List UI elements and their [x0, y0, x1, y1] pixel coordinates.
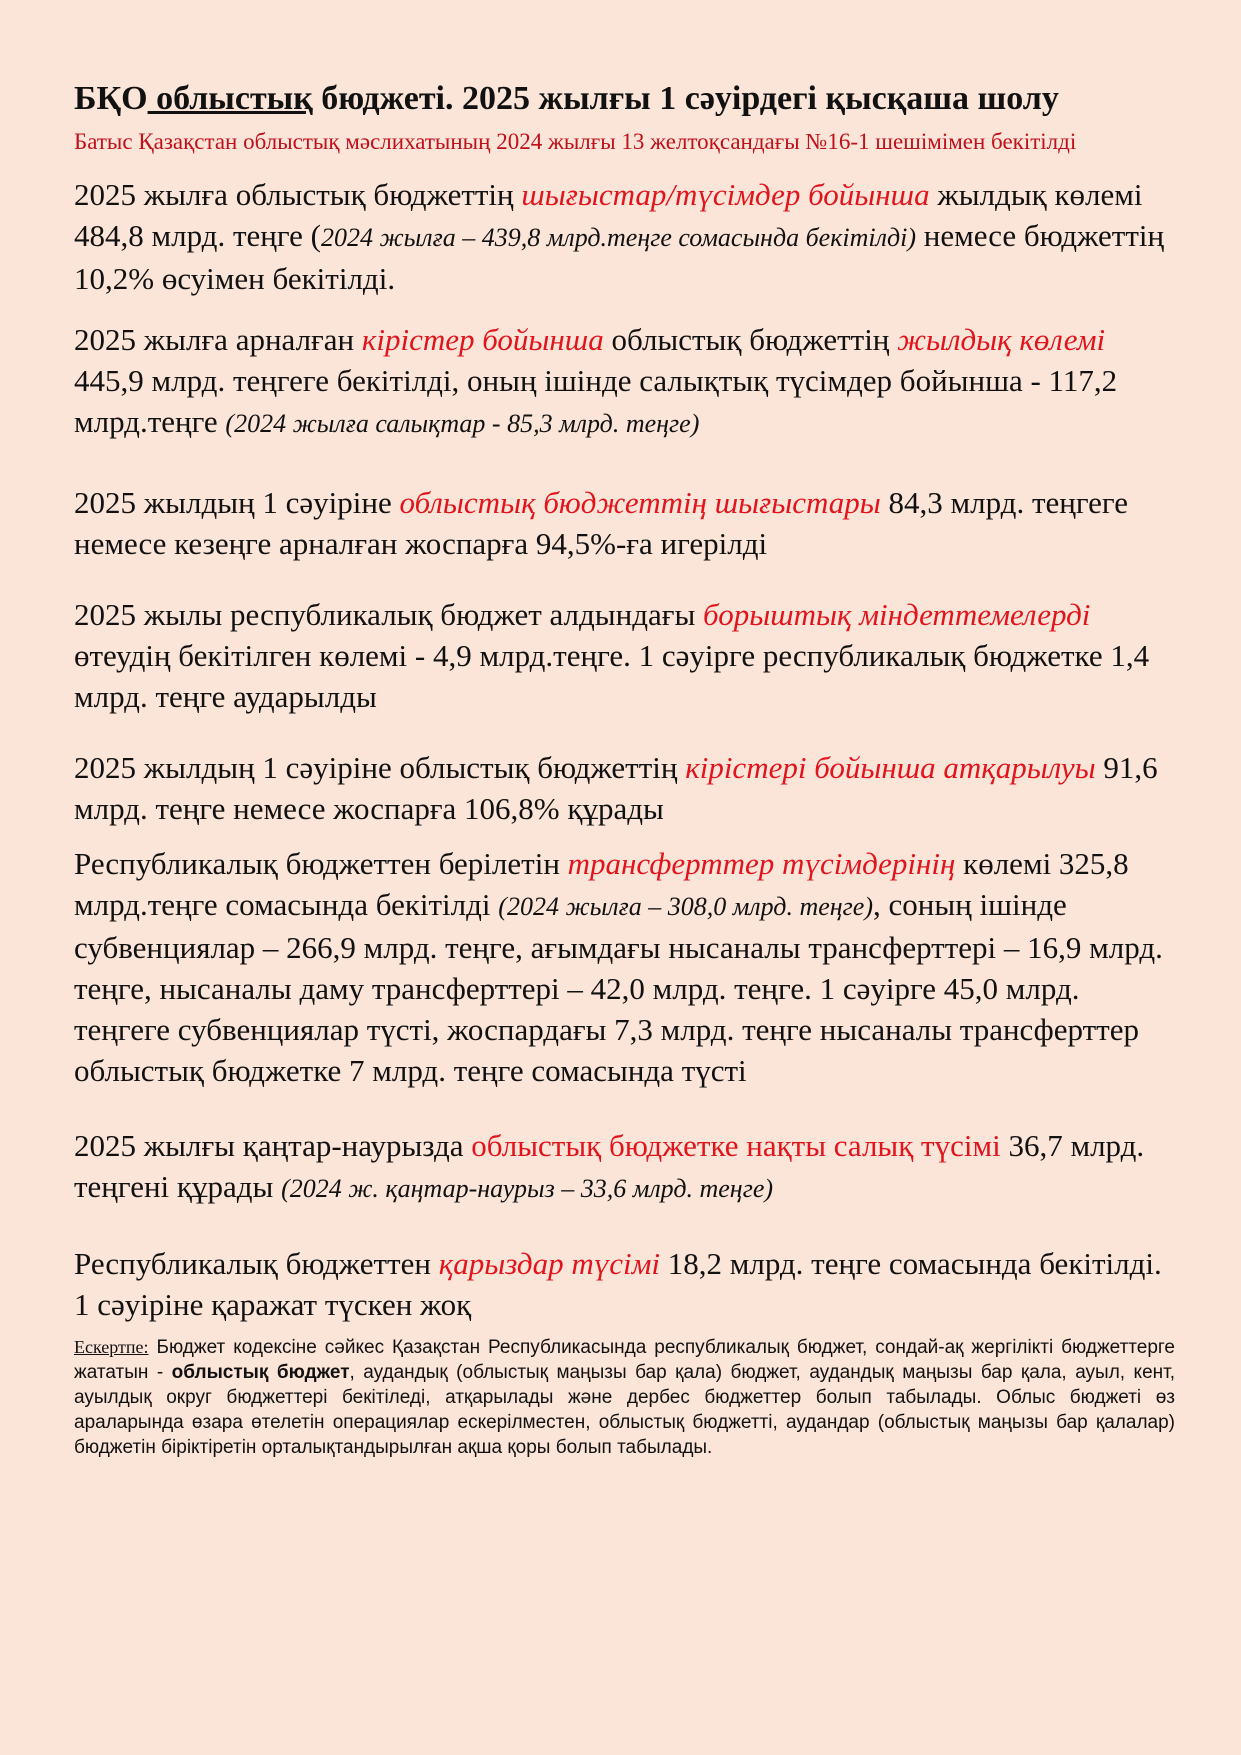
page-title: [74, 74, 1175, 124]
approval-subtitle: Батыс Қазақстан облыстық мәслихатының 2024 жылғы 13 желтоқсандағы №16-1 шешімімен бекітілді: [74, 129, 1077, 154]
highlight-expenditures: шығыстар/түсімдер бойынша: [521, 177, 930, 212]
paragraph-loans: Республикалық бюджеттен қарыздар түсімі 18,2 млрд. теңге сомасында бекітілді. 1 сәуіріне қаражат түскен жоқ: [74, 1246, 1162, 1322]
paragraph-transfers: Республикалық бюджеттен берілетін трансферттер түсімдерінің көлемі 325,8 млрд.теңге сомасында бекітілді (2024 жылға – 308,0 млрд. теңге), соның ішінде субвенциялар – 266,9 млрд. теңге, ағымдағы нысаналы трансферттері – 16,9 млрд. теңге, нысаналы даму трансферттері – 42,0 млрд. теңге. 1 сәуірге 45,0 млрд. теңгеге субвенциялар түсті, жоспардағы 7,3 млрд. теңге нысаналы трансферттер облыстық бюджетке 7 млрд. теңге сомасында түсті: [74, 846, 1163, 1088]
highlight-revenues: кірістер бойынша: [361, 322, 604, 357]
highlight-revenue-execution: кірістері бойынша атқарылуы: [685, 750, 1096, 785]
paragraph-expenditures-execution: 2025 жылдың 1 сәуіріне облыстық бюджеттің шығыстары 84,3 млрд. теңгеге немесе кезеңге арналған жоспарға 94,5%-ға игерілді: [74, 485, 1128, 561]
title-prefix: БҚО: [74, 80, 148, 117]
highlight-budget-expenditures: облыстық бюджеттің шығыстары: [399, 485, 881, 520]
footnote: Ескертпе: Бюджет кодексіне сәйкес Қазақстан Республикасында республикалық бюджет, сондай-ақ жергілікті бюджеттерге жататын - облыстық бюджет, аудандық (облыстық маңызы бар қала) бюджет, аудандық маңызы бар қала, ауыл, кент, ауылдық округ бюджеттері бекітіледі, атқарылады және дербес бюджеттер болып табылады. Облыс бюджеті өз араларында өзара өтелетін операциялар ескерілместен, облыстық бюджетті, аудандар (облыстық маңызы бар қалалар) бюджетін біріктіретін орталықтандырылған ақша қоры болып табылады.: [74, 1337, 1176, 1458]
paragraph-debt-obligations: 2025 жылы республикалық бюджет алдындағы борыштық міндеттемелерді өтеудің бекітілген көлемі - 4,9 млрд.теңге. 1 сәуірге республикалық бюджетке 1,4 млрд. теңге аударылды: [74, 597, 1150, 714]
highlight-loan-receipts: қарыздар түсімі: [438, 1246, 660, 1281]
paragraph-revenue-execution: 2025 жылдың 1 сәуіріне облыстық бюджеттің кірістері бойынша атқарылуы 91,6 млрд. теңге немесе жоспарға 106,8% құрады: [74, 750, 1158, 826]
footnote-label: Ескертпе:: [74, 1337, 149, 1357]
title-rest: бюджеті. 2025 жылғы 1 сәуірдегі қысқаша шолу: [312, 80, 1059, 117]
paragraph-tax-receipts: 2025 жылғы қаңтар-наурызда облыстық бюджетке нақты салық түсімі 36,7 млрд. теңгені құрады (2024 ж. қаңтар-наурыз – 33,6 млрд. теңге): [74, 1128, 1145, 1204]
highlight-tax-receipts: облыстық бюджетке нақты салық түсімі: [471, 1128, 1001, 1163]
highlight-transfers: трансферттер түсімдерінің: [567, 846, 956, 881]
paragraph-expenditure-volume: 2025 жылға облыстық бюджеттің шығыстар/түсімдер бойынша жылдық көлемі 484,8 млрд. теңге (2024 жылға – 439,8 млрд.теңге сомасында бекітілді) немесе бюджеттің 10,2% өсуімен бекітілді.: [74, 177, 1165, 296]
highlight-annual-volume: жылдық көлемі: [897, 322, 1106, 357]
title-underlined-word: облыстық: [147, 80, 313, 117]
paragraph-revenue-volume: 2025 жылға арналған кірістер бойынша облыстық бюджеттің жылдық көлемі 445,9 млрд. теңгеге бекітілді, оның ішінде салықтық түсімдер бойынша - 117,2 млрд.теңге (2024 жылға салықтар - 85,3 млрд. теңге): [74, 322, 1118, 439]
highlight-debt-obligations: борыштық міндеттемелерді: [703, 597, 1091, 632]
